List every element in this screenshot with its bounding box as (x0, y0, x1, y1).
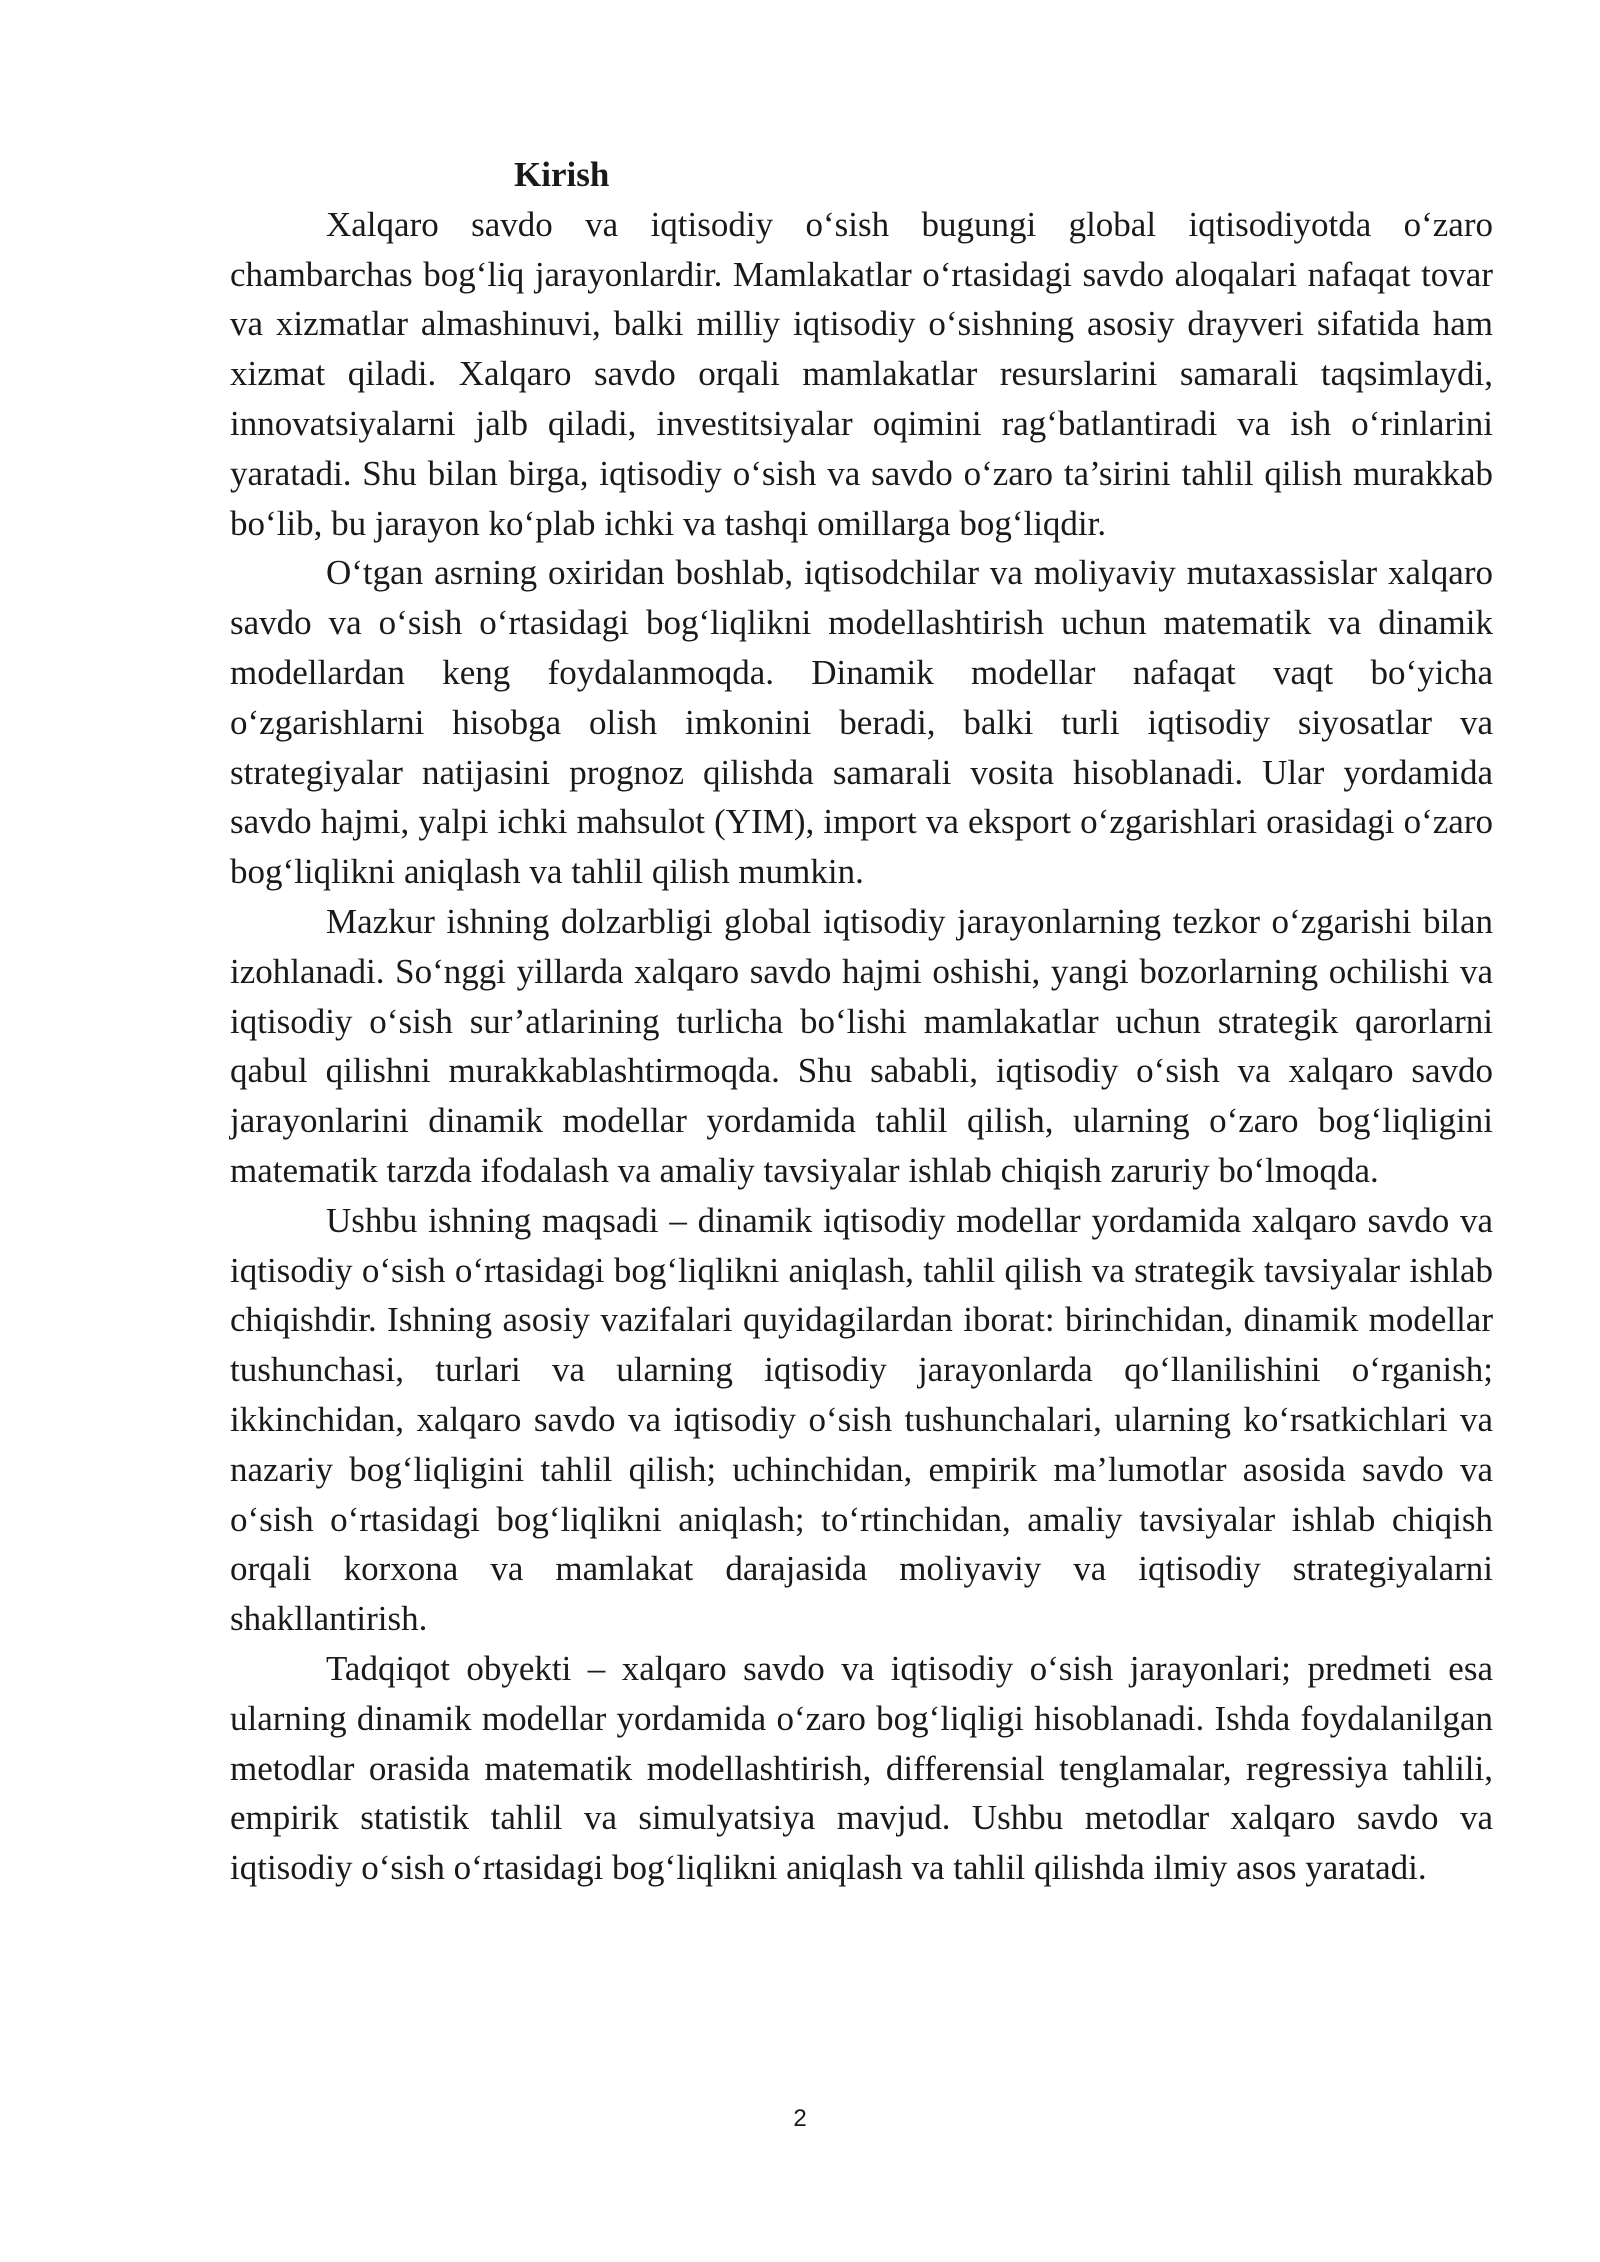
paragraph-4: Ushbu ishning maqsadi – dinamik iqtisodiy modellar yordamida xalqaro savdo va iqtisodiy o‘sish o‘rtasidagi bog‘liqlikni aniqlash, tahlil qilish va strategik tavsiyalar ishlab chiqishdir. Ishning asosiy vazifalari quyidagilardan iborat: birinchidan, dinamik modellar tushunchasi, turlari va ularning iqtisodiy jarayonlarda qo‘llanilishini o‘rganish; ikkinchidan, xalqaro savdo va iqtisodiy o‘sish tushunchalari, ularning ko‘rsatkichlari va nazariy bog‘liqligini tahlil qilish; uchinchidan, empirik ma’lumotlar asosida savdo va o‘sish o‘rtasidagi bog‘liqlikni aniqlash; to‘rtinchidan, amaliy tavsiyalar ishlab chiqish orqali korxona va mamlakat darajasida moliyaviy va iqtisodiy strategiyalarni shakllantirish. (230, 1200, 1493, 1639)
paragraph-3: Mazkur ishning dolzarbligi global iqtisodiy jarayonlarning tezkor o‘zgarishi bilan izohlanadi. So‘nggi yillarda xalqaro savdo hajmi oshishi, yangi bozorlarning ochilishi va iqtisodiy o‘sish sur’atlarining turlicha bo‘lishi mamlakatlar uchun strategik qarorlarni qabul qilishni murakkablashtirmoqda. Shu sababli, iqtisodiy o‘sish va xalqaro savdo jarayonlarini dinamik modellar yordamida tahlil qilish, ularning o‘zaro bog‘liqligini matematik tarzda ifodalash va amaliy tavsiyalar ishlab chiqish zaruriy bo‘lmoqda. (230, 901, 1493, 1190)
paragraph-2: O‘tgan asrning oxiridan boshlab, iqtisodchilar va moliyaviy mutaxassislar xalqaro savdo va o‘sish o‘rtasidagi bog‘liqlikni modellashtirish uchun matematik va dinamik modellardan keng foydalanmoqda. Dinamik modellar nafaqat vaqt bo‘yicha o‘zgarishlarni hisobga olish imkonini beradi, balki turli iqtisodiy siyosatlar va strategiyalar natijasini prognoz qilishda samarali vosita hisoblanadi. Ular yordamida savdo hajmi, yalpi ichki mahsulot (YIM), import va eksport o‘zgarishlari orasidagi o‘zaro bog‘liqlikni aniqlash va tahlil qilish mumkin. (230, 553, 1493, 892)
page-number: 2 (793, 2105, 807, 2132)
paragraph-5: Tadqiqot obyekti – xalqaro savdo va iqtisodiy o‘sish jarayonlari; predmeti esa ularning dinamik modellar yordamida o‘zaro bog‘liqligi hisoblanadi. Ishda foydalanilgan metodlar orasida matematik modellashtirish, differensial tenglamalar, regressiya tahlili, empirik statistik tahlil va simulyatsiya mavjud. Ushbu metodlar xalqaro savdo va iqtisodiy o‘sish o‘rtasidagi bog‘liqlikni aniqlash va tahlil qilishda ilmiy asos yaratadi. (230, 1648, 1493, 1888)
page-body (230, 150, 1493, 1893)
section-heading: Kirish (514, 155, 610, 194)
paragraph-1: Xalqaro savdo va iqtisodiy o‘sish bugungi global iqtisodiyotda o‘zaro chambarchas bog‘liq jarayonlardir. Mamlakatlar o‘rtasidagi savdo aloqalari nafaqat tovar va xizmatlar almashinuvi, balki milliy iqtisodiy o‘sishning asosiy drayveri sifatida ham xizmat qiladi. Xalqaro savdo orqali mamlakatlar resurslarini samarali taqsimlaydi, innovatsiyalarni jalb qiladi, investitsiyalar oqimini rag‘batlantiradi va ish o‘rinlarini yaratadi. Shu bilan birga, iqtisodiy o‘sish va savdo o‘zaro ta’sirini tahlil qilish murakkab bo‘lib, bu jarayon ko‘plab ichki va tashqi omillarga bog‘liqdir. (230, 204, 1493, 543)
